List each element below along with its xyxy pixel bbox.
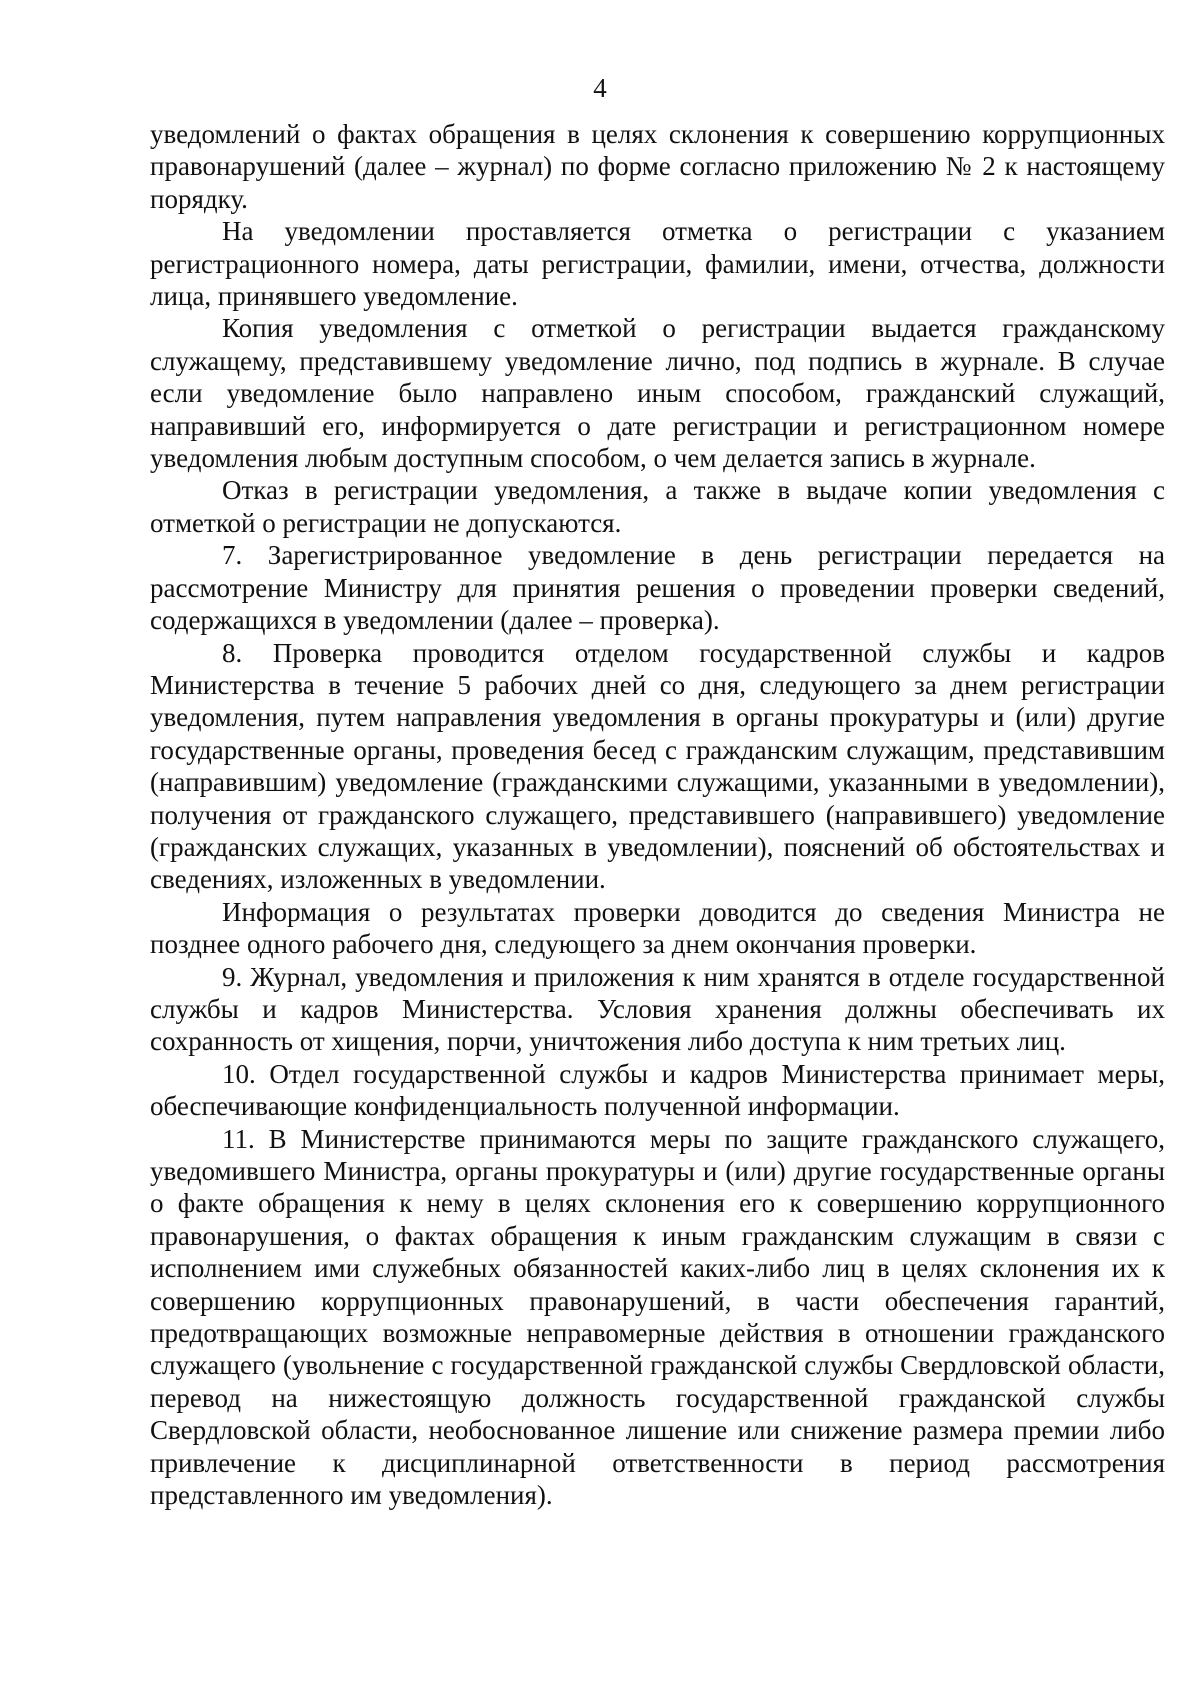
paragraph-check-results: Информация о результатах проверки доводится до сведения Министра не позднее одного рабочего дня, следующего за днем окончания проверки.	[150, 896, 1165, 960]
paragraph-item-10: 10. Отдел государственной службы и кадров Министерства принимает меры, обеспечивающие конфиденциальность полученной информации.	[150, 1058, 1165, 1122]
document-body	[150, 118, 1165, 1511]
paragraph-registration-mark: На уведомлении проставляется отметка о регистрации с указанием регистрационного номера, даты регистрации, фамилии, имени, отчества, должности лица, принявшего уведомление.	[150, 216, 1165, 312]
paragraph-item-8: 8. Проверка проводится отделом государственной службы и кадров Министерства в течение 5 рабочих дней со дня, следующего за днем регистрации уведомления, путем направления уведомления в органы прокуратуры и (или) другие государственные органы, проведения бесед с гражданским служащим, представившим (направившим) уведомление (гражданскими служащими, указанными в уведомлении), получения от гражданского служащего, представившего (направившего) уведомление (гражданских служащих, указанных в уведомлении), пояснений об обстоятельствах и сведениях, изложенных в уведомлении.	[150, 637, 1165, 895]
paragraph-item-11: 11. В Министерстве принимаются меры по защите гражданского служащего, уведомившего Министра, органы прокуратуры и (или) другие государственные органы о факте обращения к нему в целях склонения его к совершению коррупционного правонарушения, о фактах обращения к иным гражданским служащим в связи с исполнением ими служебных обязанностей каких-либо лиц в целях склонения их к совершению коррупционных правонарушений, в части обеспечения гарантий, предотвращающих возможные неправомерные действия в отношении гражданского служащего (увольнение с государственной гражданской службы Свердловской области, перевод на нижестоящую должность государственной гражданской службы Свердловской области, необоснованное лишение или снижение размера премии либо привлечение к дисциплинарной ответственности в период рассмотрения представленного им уведомления).	[150, 1123, 1165, 1511]
paragraph-refusal-prohibited: Отказ в регистрации уведомления, а также в выдаче копии уведомления с отметкой о регистрации не допускаются.	[150, 475, 1165, 538]
paragraph-item-9: 9. Журнал, уведомления и приложения к ним хранятся в отделе государственной службы и кадров Министерства. Условия хранения должны обеспечивать их сохранность от хищения, порчи, уничтожения либо доступа к ним третьих лиц.	[150, 961, 1165, 1057]
page-number: 4	[593, 73, 607, 103]
paragraph-copy-issuance: Копия уведомления с отметкой о регистрации выдается гражданскому служащему, представившему уведомление лично, под подпись в журнале. В случае если уведомление было направлено иным способом, гражданский служащий, направивший его, информируется о дате регистрации и регистрационном номере уведомления любым доступным способом, о чем делается запись в журнале.	[150, 313, 1165, 474]
paragraph-item-7: 7. Зарегистрированное уведомление в день регистрации передается на рассмотрение Министру для принятия решения о проведении проверки сведений, содержащихся в уведомлении (далее – проверка).	[150, 540, 1165, 636]
paragraph-continuation: уведомлений о фактах обращения в целях склонения к совершению коррупционных правонарушений (далее – журнал) по форме согласно приложению № 2 к настоящему порядку.	[150, 119, 1165, 214]
